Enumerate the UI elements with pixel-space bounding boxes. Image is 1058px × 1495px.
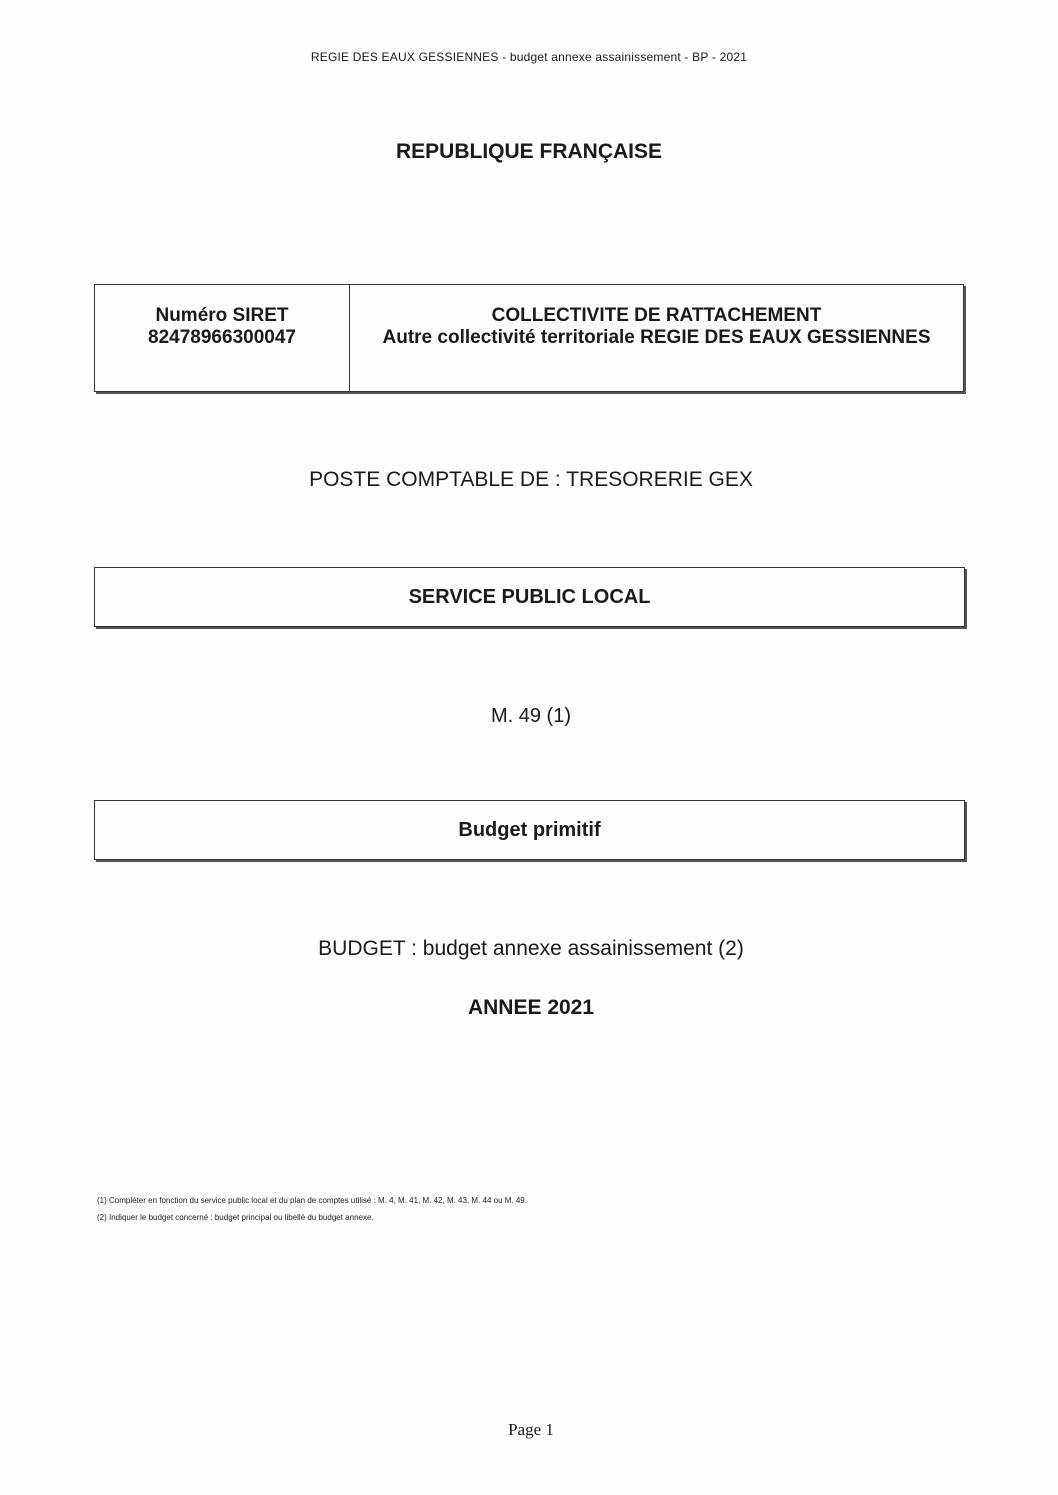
document-title: REPUBLIQUE FRANÇAISE <box>395 140 663 163</box>
siret-label: Numéro SIRET <box>155 305 289 326</box>
budget-line: BUDGET : budget annexe assainissement (2) <box>318 937 744 960</box>
footnotes <box>97 1192 527 1226</box>
footnote-2: (2) Indiquer le budget concerné : budget principal ou libellé du budget annexe. <box>97 1213 374 1222</box>
annee: ANNEE 2021 <box>467 996 595 1019</box>
service-box: SERVICE PUBLIC LOCAL <box>94 567 965 627</box>
poste-comptable: POSTE COMPTABLE DE : TRESORERIE GEX <box>309 468 753 491</box>
identity-box <box>94 284 964 392</box>
budget-type-box: Budget primitif <box>94 800 965 860</box>
siret-cell <box>95 285 350 391</box>
running-header: REGIE DES EAUX GESSIENNES - budget annexe assainissement - BP - 2021 <box>310 50 748 64</box>
siret-value: 82478966300047 <box>148 327 296 348</box>
page-number: Page 1 <box>508 1420 554 1439</box>
collectivite-name: Autre collectivité territoriale REGIE DES EAUX GESSIENNES <box>382 327 931 348</box>
collectivite-heading: COLLECTIVITE DE RATTACHEMENT <box>491 305 822 326</box>
collectivite-cell <box>350 285 963 391</box>
nomenclature: M. 49 (1) <box>490 705 572 727</box>
footnote-1: (1) Compléter en fonction du service public local et du plan de comptes utilisé : M. 4, M. 41, M. 42, M. 43, M. 44 ou M. 49. <box>97 1196 527 1205</box>
